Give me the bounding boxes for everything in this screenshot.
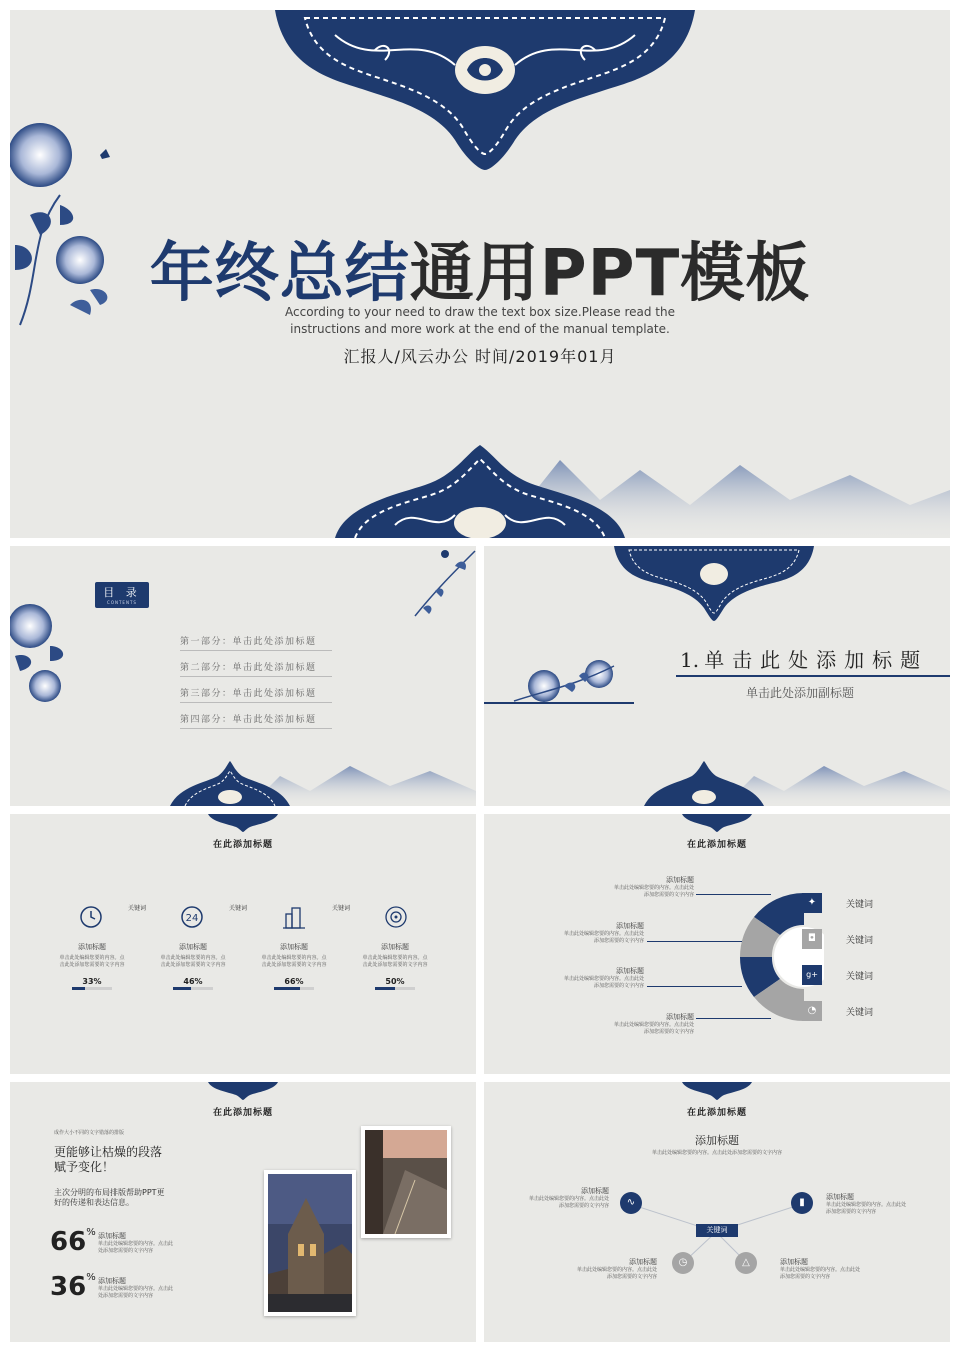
header-ornament: [682, 1082, 752, 1100]
photo-stat-1: [50, 1227, 96, 1257]
node-title: 添加标题: [826, 1193, 854, 1201]
photo-body: [54, 1188, 165, 1208]
stat-progress-fill: [72, 987, 85, 990]
hero-title: [10, 222, 950, 314]
node-desc2: 添加您需要的文字内容: [826, 1209, 877, 1215]
twitter-icon: ✦: [802, 893, 822, 913]
recycle-icon: △: [735, 1252, 757, 1274]
stat-title: 添加标题: [280, 943, 308, 951]
hero-subtitle: [280, 304, 680, 338]
stat-progress-bar: [274, 987, 314, 990]
ring-label-title: 添加标题: [666, 1013, 694, 1021]
node-desc2: 添加您需要的文字内容: [606, 1274, 657, 1280]
stat-title: 添加标题: [98, 1232, 126, 1240]
connector-line: [647, 986, 742, 987]
photo-stat-2: [50, 1272, 96, 1302]
network-node-2: [826, 1192, 926, 1216]
stat-percent: 66%: [284, 977, 304, 986]
stat-progress-bar: [173, 987, 213, 990]
bar-chart-icon: ▮: [791, 1192, 813, 1214]
section-heading: [680, 644, 928, 673]
buildings-icon: [281, 904, 307, 930]
keyword-3: 关键词: [332, 905, 351, 912]
city-photo: [361, 1126, 451, 1238]
stat-progress-fill: [173, 987, 191, 990]
connector-line: [696, 894, 771, 895]
contents-item-3[interactable]: 第三部分：单击此处添加标题: [180, 686, 332, 703]
stat-item-2: [153, 942, 233, 990]
stat-desc-1: 单击此处编辑您要的内容。点: [160, 955, 226, 961]
ring-keyword-2: 关键词: [846, 936, 874, 946]
rss-icon: ◔: [802, 1001, 822, 1021]
svg-text:24: 24: [185, 913, 199, 924]
contents-item-4[interactable]: 第四部分：单击此处添加标题: [180, 712, 332, 729]
photo-stat-1-text: [98, 1231, 173, 1255]
city-photo-image: [365, 1130, 447, 1234]
section-number: 1.: [680, 648, 700, 672]
node-desc2: 添加您需要的文字内容: [558, 1203, 609, 1209]
stat-number: 36: [50, 1272, 87, 1302]
flower-decoration: [504, 646, 634, 706]
ring-label-4: [594, 1012, 694, 1036]
ring-label-desc1: 单击此处编辑您要的内容。点击此处: [613, 1022, 694, 1028]
network-subtitle: 单击此处编辑您要的内容。点击此处添加您需要的文字内容: [651, 1150, 782, 1156]
ring-keyword-1: 关键词: [846, 900, 874, 910]
ring-label-desc2: 添加您需要的文字内容: [593, 983, 644, 989]
network-node-1: [514, 1186, 609, 1210]
stat-desc-2: 击此处添加您需要的文字内容: [261, 962, 327, 968]
node-desc1: 单击此处编辑您要的内容。点击此处: [576, 1267, 657, 1273]
photo-headline-2: 赋予变化！: [54, 1160, 115, 1174]
stat-desc-1: 单击此处编辑您要的内容。点: [59, 955, 125, 961]
ring-keyword-4: 关键词: [846, 1008, 874, 1018]
ring-label-1: [594, 875, 694, 899]
stat-progress-bar: [375, 987, 415, 990]
church-photo-image: [268, 1174, 352, 1312]
stat-progress-bar: [72, 987, 112, 990]
ring-label-desc1: 单击此处编辑您要的内容。点击此处: [563, 976, 644, 982]
network-slide[interactable]: [484, 1082, 950, 1342]
ring-label-title: 添加标题: [616, 967, 644, 975]
header-ornament: [682, 814, 752, 832]
stat-unit: %: [86, 1227, 96, 1238]
photo-headline-1: 更能够让枯燥的段落: [54, 1145, 163, 1159]
keyword-2: 关键词: [229, 905, 248, 912]
slide-header: 在此添加标题: [686, 840, 747, 850]
photo-slide[interactable]: [10, 1082, 476, 1342]
slide-header: 在此添加标题: [212, 1108, 273, 1118]
ring-label-desc2: 添加您需要的文字内容: [643, 892, 694, 898]
hero-subtitle-line2: instructions and more work at the end of the manual template.: [290, 322, 670, 336]
contents-list: [180, 634, 332, 729]
chart-icon: ∿: [620, 1192, 642, 1214]
stat-desc1: 单击此处编辑您要的内容。点击此: [98, 1241, 174, 1247]
hero-subtitle-line1: According to your need to draw the text box size.Please read the: [285, 305, 675, 319]
porcelain-ornament-bottom: [335, 445, 625, 538]
stat-title: 添加标题: [381, 943, 409, 951]
instagram-icon: ◘: [802, 929, 822, 949]
node-desc1: 单击此处编辑您要的内容。点击此处: [528, 1196, 609, 1202]
node-title: 添加标题: [629, 1258, 657, 1266]
flower-decoration-left: [10, 586, 80, 716]
ring-label-desc2: 添加您需要的文字内容: [643, 1029, 694, 1035]
stat-desc2: 处添加您需要的文字内容: [98, 1248, 154, 1254]
contents-item-1[interactable]: 第一部分：单击此处添加标题: [180, 634, 332, 651]
title-slide[interactable]: [10, 10, 950, 538]
stat-percent: 33%: [82, 977, 102, 986]
network-title: 添加标题: [695, 1134, 739, 1147]
stat-desc-1: 单击此处编辑您要的内容。点: [261, 955, 327, 961]
stat-title: 添加标题: [179, 943, 207, 951]
clock-phone-icon: [78, 904, 104, 930]
header-ornament: [208, 814, 278, 832]
network-node-3: [562, 1257, 657, 1281]
photo-body-2: 好的传递和表达信息。: [54, 1198, 134, 1207]
stat-desc1: 单击此处编辑您要的内容。点击此: [98, 1286, 174, 1292]
ring-keyword-3: 关键词: [846, 972, 874, 982]
section-title: 单击此处添加标题: [704, 648, 929, 672]
porcelain-ornament-small: [644, 761, 764, 806]
section-subtitle: 单击此处添加副标题: [746, 686, 855, 700]
hero-reporter: 汇报人/风云办公 时间/2019年01月: [343, 347, 617, 366]
header-ornament: [208, 1082, 278, 1100]
photo-stat-2-text: [98, 1276, 173, 1300]
branch-decoration-right: [405, 546, 476, 626]
stat-percent: 46%: [183, 977, 203, 986]
stat-title: 添加标题: [98, 1277, 126, 1285]
24-hours-icon: [179, 904, 205, 930]
keyword-1: 关键词: [128, 905, 147, 912]
section-slide[interactable]: [484, 546, 950, 806]
stat-item-1: [52, 942, 132, 990]
slide-header: 在此添加标题: [212, 840, 273, 850]
target-icon: [383, 904, 409, 930]
ring-label-desc1: 单击此处编辑您要的内容。点击此处: [613, 885, 694, 891]
photo-body-1: 主次分明的布局排版帮助PPT更: [54, 1188, 165, 1197]
google-plus-icon: g+: [802, 965, 822, 985]
contents-badge-title: 目 录: [103, 586, 141, 599]
stat-item-4: [355, 942, 435, 990]
photo-headline: [54, 1145, 162, 1175]
contents-badge-sub: CONTENTS: [107, 600, 137, 605]
hero-title-dark: 通用PPT模板: [409, 237, 811, 311]
church-photo: [264, 1170, 356, 1316]
ring-label-title: 添加标题: [666, 876, 694, 884]
stat-progress-fill: [375, 987, 395, 990]
stat-title: 添加标题: [78, 943, 106, 951]
history-icon: ◷: [672, 1252, 694, 1274]
section-line-left: [484, 702, 634, 704]
photo-small-caption: 成作大小不同的文字错落的排版: [54, 1130, 125, 1136]
ring-label-desc1: 单击此处编辑您要的内容。点击此处: [563, 931, 644, 937]
node-desc1: 单击此处编辑您要的内容。点击此处: [826, 1202, 907, 1208]
slide-header: 在此添加标题: [686, 1108, 747, 1118]
section-line-right: [676, 675, 950, 677]
node-desc1: 单击此处编辑您要的内容。点击此处: [780, 1267, 861, 1273]
stat-item-3: [254, 942, 334, 990]
stat-unit: %: [86, 1272, 96, 1283]
stat-desc-2: 击此处添加您需要的文字内容: [362, 962, 428, 968]
ring-label-3: [534, 966, 644, 990]
connector-line: [647, 941, 742, 942]
ring-label-2: [534, 921, 644, 945]
ring-slide[interactable]: [484, 814, 950, 1074]
network-center-badge: 关键词: [696, 1224, 738, 1237]
node-desc2: 添加您需要的文字内容: [780, 1274, 831, 1280]
hero-title-blue: 年终总结: [149, 237, 410, 311]
contents-badge: [95, 582, 149, 608]
contents-slide[interactable]: [10, 546, 476, 806]
stat-percent: 50%: [385, 977, 405, 986]
porcelain-ornament-top: [275, 10, 695, 170]
contents-item-2[interactable]: 第二部分：单击此处添加标题: [180, 660, 332, 677]
stat-desc-2: 击此处添加您需要的文字内容: [160, 962, 226, 968]
stat-number: 66: [50, 1227, 87, 1257]
node-title: 添加标题: [581, 1187, 609, 1195]
stats-slide[interactable]: [10, 814, 476, 1074]
ring-label-title: 添加标题: [616, 922, 644, 930]
stat-desc-2: 击此处添加您需要的文字内容: [59, 962, 125, 968]
stat-desc2: 处添加您需要的文字内容: [98, 1293, 154, 1299]
network-node-4: [780, 1257, 880, 1281]
node-title: 添加标题: [780, 1258, 808, 1266]
porcelain-ornament-top-small: [614, 546, 814, 621]
stat-desc-1: 单击此处编辑您要的内容。点: [362, 955, 428, 961]
stat-progress-fill: [274, 987, 300, 990]
connector-line: [696, 1018, 771, 1019]
porcelain-ornament-small: [170, 761, 290, 806]
ring-label-desc2: 添加您需要的文字内容: [593, 938, 644, 944]
